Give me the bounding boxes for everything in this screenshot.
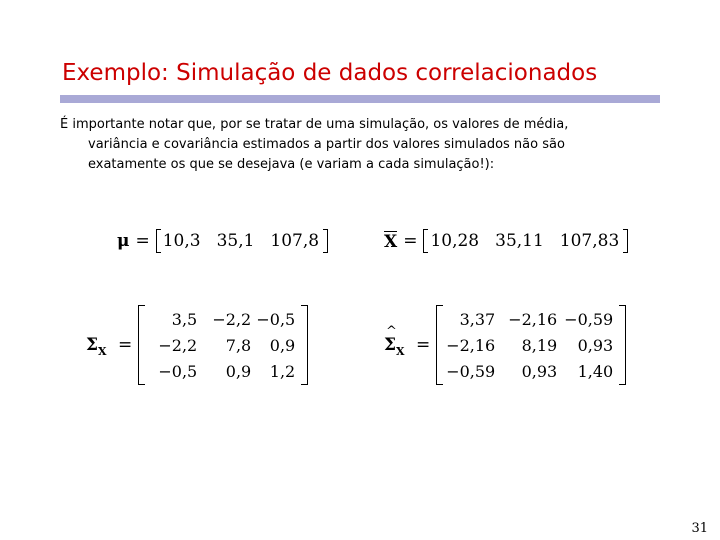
sigma-subscript: X xyxy=(98,345,107,358)
body-paragraph xyxy=(60,115,680,175)
matrix-right-bracket xyxy=(619,305,626,385)
left-bracket xyxy=(156,229,161,253)
equals-sign: = xyxy=(135,231,150,251)
matrix-cell: 0,93 xyxy=(577,335,614,355)
matrix-cell: 3,5 xyxy=(171,309,198,329)
matrix-cell: −2,16 xyxy=(446,335,496,355)
left-bracket xyxy=(423,229,428,253)
matrix-cell: −2,2 xyxy=(158,335,198,355)
vector-value: 107,8 xyxy=(270,231,320,251)
matrix-cell: 8,19 xyxy=(521,335,558,355)
paragraph-line: variância e covariância estimados a partir dos valores simulados não são xyxy=(88,137,565,152)
equals-sign: = xyxy=(403,231,418,251)
equals-sign: = xyxy=(415,335,431,355)
vector-value: 107,83 xyxy=(559,231,620,251)
matrix-grid xyxy=(443,306,619,384)
matrix-cell: 0,9 xyxy=(225,361,252,381)
vector-value: 10,28 xyxy=(430,231,480,251)
hat-accent: ^ xyxy=(386,324,397,339)
sigma-symbol: Σ xyxy=(86,335,99,355)
sigma-subscript: X xyxy=(396,345,405,358)
sigma-hat-symbol xyxy=(384,324,397,355)
sigma-label xyxy=(86,335,133,358)
matrix-right-bracket xyxy=(301,305,308,385)
xbar-symbol: X xyxy=(384,231,398,252)
matrix-cell: 1,40 xyxy=(577,361,614,381)
matrix-grid xyxy=(145,306,301,384)
covariance-matrix-equation xyxy=(86,305,308,385)
matrix-cell: −2,16 xyxy=(508,309,558,329)
paragraph-line: exatamente os que se desejava (e variam a cada simulação!): xyxy=(88,157,495,172)
matrix-left-bracket xyxy=(138,305,145,385)
sample-mean-equation xyxy=(384,229,628,253)
vector-value: 35,11 xyxy=(495,231,544,251)
equals-sign: = xyxy=(117,335,133,355)
matrix-cell: 7,8 xyxy=(225,335,252,355)
sample-covariance-matrix-equation xyxy=(384,305,626,385)
page-number: 31 xyxy=(691,521,708,536)
paragraph-line: É importante notar que, por se tratar de uma simulação, os valores de média, xyxy=(60,117,569,132)
matrix-cell: 0,9 xyxy=(269,335,296,355)
slide-title: Exemplo: Simulação de dados correlacionados xyxy=(62,60,598,86)
mu-symbol: μ xyxy=(117,231,130,251)
vector-value: 35,1 xyxy=(216,231,255,251)
right-bracket xyxy=(323,229,328,253)
matrix-cell: 1,2 xyxy=(269,361,296,381)
sigma-symbol: Σ xyxy=(384,335,397,355)
matrix-cell: 3,37 xyxy=(459,309,496,329)
vector-value: 10,3 xyxy=(162,231,201,251)
matrix-cell: −0,5 xyxy=(256,309,296,329)
matrix-left-bracket xyxy=(436,305,443,385)
title-underline xyxy=(60,95,660,103)
mean-vector-equation xyxy=(117,229,328,253)
matrix-cell: −2,2 xyxy=(212,309,252,329)
matrix-cell: −0,59 xyxy=(564,309,614,329)
right-bracket xyxy=(623,229,628,253)
sigma-hat-label xyxy=(384,324,431,358)
matrix-cell: −0,5 xyxy=(158,361,198,381)
matrix-cell: 0,93 xyxy=(521,361,558,381)
matrix-cell: −0,59 xyxy=(446,361,496,381)
